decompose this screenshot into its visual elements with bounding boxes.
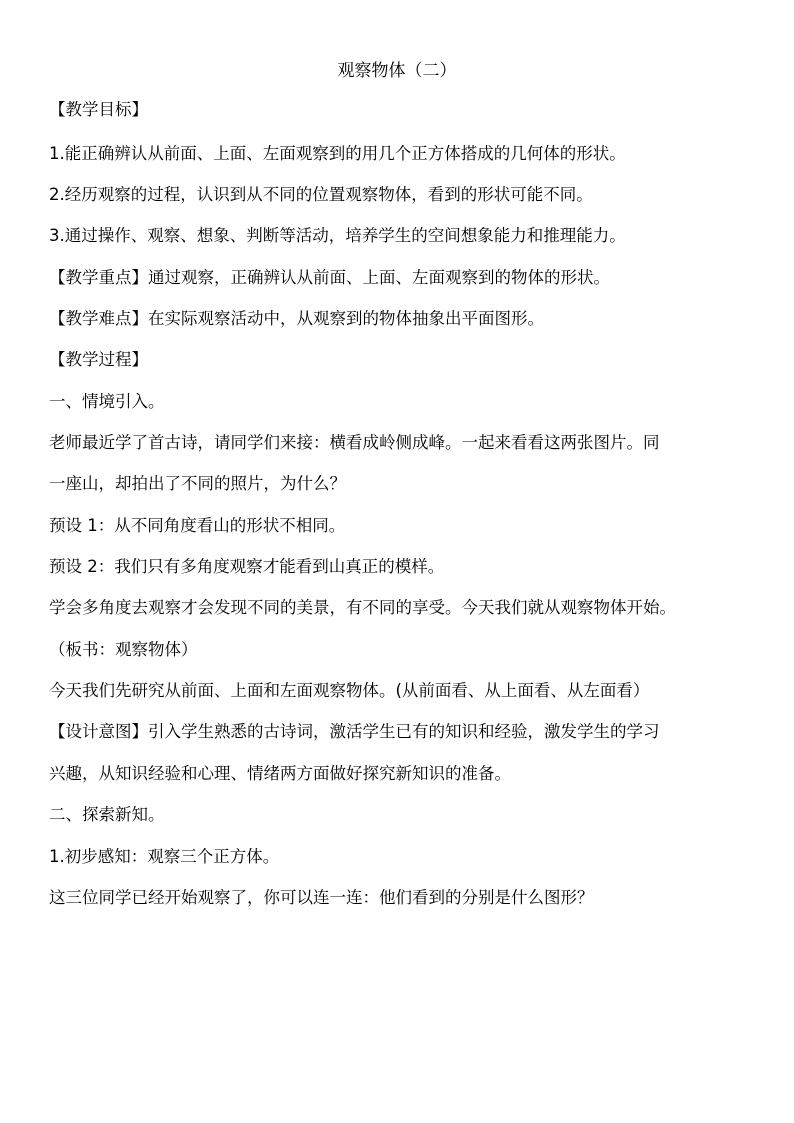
goal-1: 1.能正确辨认从前面、上面、左面观察到的用几个正方体搭成的几何体的形状。 bbox=[49, 144, 626, 163]
design-intent: 【设计意图】引入学生熟悉的古诗词，激活学生已有的知识和经验，激发学生的学习 bbox=[49, 722, 660, 741]
heading-teaching-process: 【教学过程】 bbox=[49, 350, 148, 369]
paragraph-line: 今天我们先研究从前面、上面和左面观察物体。(从前面看、从上面看、从左面看） bbox=[49, 681, 650, 700]
document-title: 观察物体（二） bbox=[337, 61, 457, 81]
paragraph-line: 这三位同学已经开始观察了，你可以连一连：他们看到的分别是什么图形？ bbox=[49, 888, 594, 907]
paragraph-line: 老师最近学了首古诗，请同学们来接：横看成岭侧成峰。一起来看看这两张图片。同 bbox=[49, 433, 660, 452]
heading-teaching-goals: 【教学目标】 bbox=[49, 100, 148, 119]
goal-2: 2.经历观察的过程，认识到从不同的位置观察物体，看到的形状可能不同。 bbox=[49, 185, 593, 204]
design-intent-continued: 兴趣，从知识经验和心理、情绪两方面做好探究新知识的准备。 bbox=[49, 764, 511, 783]
preset-1: 预设 1：从不同角度看山的形状不相同。 bbox=[49, 516, 346, 535]
paragraph-line: 学会多角度去观察才会发现不同的美景，有不同的享受。今天我们就从观察物体开始。 bbox=[49, 598, 676, 617]
subsection-1: 1.初步感知：观察三个正方体。 bbox=[49, 847, 280, 866]
section-2-heading: 二、探索新知。 bbox=[49, 805, 165, 824]
section-1-heading: 一、情境引入。 bbox=[49, 392, 165, 411]
teaching-difficulty: 【教学难点】在实际观察活动中，从观察到的物体抽象出平面图形。 bbox=[49, 309, 544, 328]
preset-2: 预设 2：我们只有多角度观察才能看到山真正的模样。 bbox=[49, 557, 445, 576]
teaching-focus: 【教学重点】通过观察，正确辨认从前面、上面、左面观察到的物体的形状。 bbox=[49, 268, 610, 287]
blackboard-note: （板书：观察物体） bbox=[49, 640, 198, 659]
goal-3: 3.通过操作、观察、想象、判断等活动，培养学生的空间想象能力和推理能力。 bbox=[49, 226, 626, 245]
paragraph-line: 一座山，却拍出了不同的照片，为什么？ bbox=[49, 474, 346, 493]
